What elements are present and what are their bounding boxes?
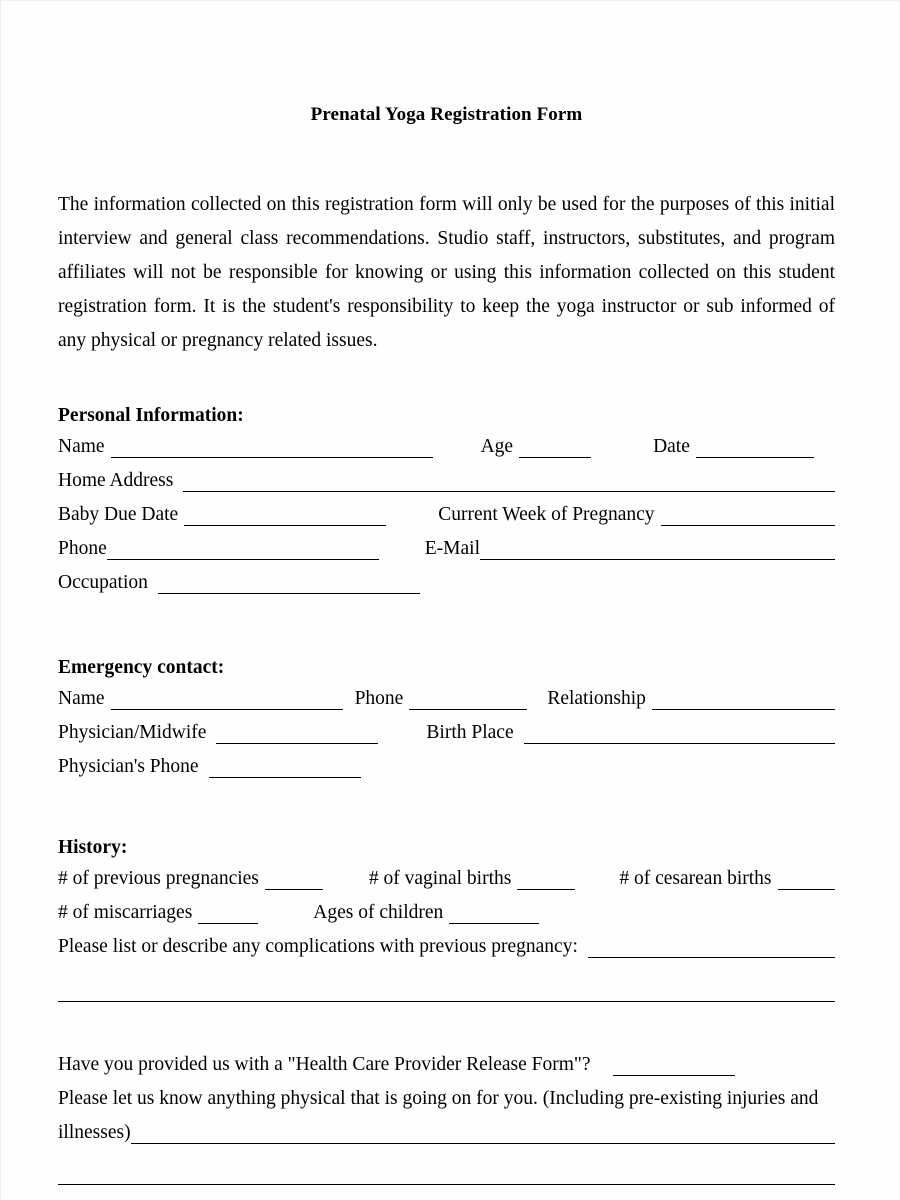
current-week-input-rule[interactable]: [661, 511, 835, 526]
illnesses-label: illnesses): [58, 1122, 131, 1143]
physician-phone-label: Physician's Phone: [58, 756, 199, 777]
row-miscarriages-ages: [58, 896, 835, 930]
vaginal-births-label: # of vaginal births: [368, 868, 512, 889]
row-release-form-question: [58, 1048, 835, 1082]
baby-due-date-label: Baby Due Date: [58, 504, 179, 525]
illnesses-input-rule[interactable]: [131, 1129, 835, 1144]
form-content: [58, 1, 835, 1185]
row-emergency-name-phone-relationship: [58, 682, 835, 716]
release-form-question-label: Have you provided us with a "Health Care Provider Release Form"?: [58, 1054, 591, 1075]
row-name-age-date: [58, 430, 835, 464]
miscarriages-input-rule[interactable]: [198, 909, 258, 924]
emergency-relationship-input-rule[interactable]: [652, 695, 835, 710]
date-label: Date: [653, 436, 690, 457]
intro-paragraph: The information collected on this registration form will only be used for the purposes of this initial interview and general class recommendations. Studio staff, instructors, substitutes, and program affiliates will not be responsible for knowing or using this information collected on this student registration form. It is the student's responsibility to keep the yoga instructor or sub informed of any physical or pregnancy related issues.: [58, 194, 835, 351]
email-input-rule[interactable]: [480, 545, 835, 560]
row-births-counts: [58, 862, 835, 896]
phone-input-rule[interactable]: [107, 545, 379, 560]
section-heading-personal-information: Personal Information:: [58, 405, 244, 426]
row-baby-due-date-current-week: [58, 498, 835, 532]
previous-pregnancies-label: # of previous pregnancies: [58, 868, 259, 889]
phone-label: Phone: [58, 538, 107, 559]
age-input-rule[interactable]: [519, 443, 591, 458]
spacer: [58, 1150, 835, 1184]
physician-midwife-input-rule[interactable]: [216, 729, 378, 744]
row-home-address: [58, 464, 835, 498]
section-heading-history: History:: [58, 837, 128, 858]
row-physical-note: [58, 1082, 835, 1116]
occupation-input-rule[interactable]: [158, 579, 420, 594]
cesarean-births-input-rule[interactable]: [778, 875, 836, 890]
date-input-rule[interactable]: [696, 443, 814, 458]
illnesses-continuation-rule[interactable]: [58, 1184, 835, 1185]
vaginal-births-input-rule[interactable]: [517, 875, 575, 890]
home-address-label: Home Address: [58, 470, 174, 491]
section-heading-emergency-contact: Emergency contact:: [58, 657, 225, 678]
name-input-rule[interactable]: [111, 443, 433, 458]
complications-input-rule[interactable]: [588, 943, 835, 958]
emergency-phone-label: Phone: [354, 688, 404, 709]
physician-phone-input-rule[interactable]: [209, 763, 361, 778]
cesarean-births-label: # of cesarean births: [619, 868, 772, 889]
emergency-name-input-rule[interactable]: [111, 695, 343, 710]
email-label: E-Mail: [424, 538, 480, 559]
name-label: Name: [58, 436, 105, 457]
row-complications: [58, 930, 835, 964]
current-week-label: Current Week of Pregnancy: [438, 504, 655, 525]
spacer: [58, 964, 835, 1001]
row-phone-email: [58, 532, 835, 566]
emergency-phone-input-rule[interactable]: [409, 695, 527, 710]
emergency-name-label: Name: [58, 688, 105, 709]
previous-pregnancies-input-rule[interactable]: [265, 875, 323, 890]
miscarriages-label: # of miscarriages: [58, 902, 193, 923]
page-title: Prenatal Yoga Registration Form: [310, 104, 583, 125]
occupation-label: Occupation: [58, 572, 148, 593]
home-address-input-rule[interactable]: [183, 477, 835, 492]
ages-of-children-input-rule[interactable]: [449, 909, 539, 924]
release-form-input-rule[interactable]: [613, 1061, 735, 1076]
physical-note-label: Please let us know anything physical that is going on for you. (Including pre-existing injuries and: [58, 1088, 819, 1109]
complications-label: Please list or describe any complications with previous pregnancy:: [58, 936, 578, 957]
birth-place-input-rule[interactable]: [524, 729, 835, 744]
baby-due-date-input-rule[interactable]: [184, 511, 386, 526]
physician-midwife-label: Physician/Midwife: [58, 722, 207, 743]
row-occupation: [58, 566, 835, 600]
row-physician-birth-place: [58, 716, 835, 750]
emergency-relationship-label: Relationship: [547, 688, 646, 709]
spacer: [58, 1002, 835, 1048]
ages-of-children-label: Ages of children: [313, 902, 444, 923]
row-physician-phone: [58, 750, 835, 784]
row-illnesses: [58, 1116, 835, 1150]
age-label: Age: [480, 436, 514, 457]
birth-place-label: Birth Place: [426, 722, 514, 743]
